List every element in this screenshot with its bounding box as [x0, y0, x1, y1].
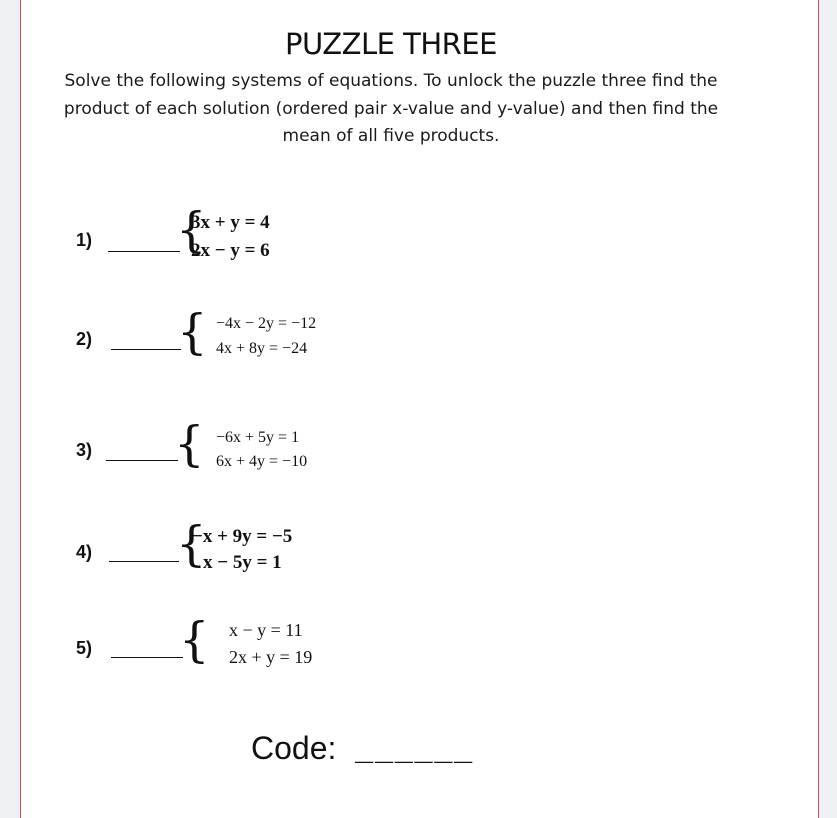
equation-2: 2x − y = 6	[191, 240, 270, 261]
equation-2: 2x + y = 19	[229, 647, 313, 667]
brace-symbol: {	[176, 516, 207, 572]
equation-1: 3x + y = 4	[191, 212, 270, 233]
equation-2: x − 5y = 1	[203, 552, 282, 573]
answer-blank-line	[109, 561, 179, 562]
brace-symbol: {	[174, 416, 205, 472]
code-label: Code:	[251, 730, 337, 766]
answer-blank-line	[111, 349, 181, 350]
page-title: PUZZLE THREE	[285, 27, 497, 61]
problem-number: 4)	[76, 542, 93, 562]
equation-1: −4x − 2y = −12	[216, 315, 317, 332]
brace-symbol: {	[176, 202, 207, 258]
instructions-text: Solve the following systems of equations. To unlock the puzzle three find the product of each solution (ordered pair x-value and y-value) and then find the mean of all five products.	[63, 71, 719, 146]
problem-number: 3)	[76, 440, 93, 460]
answer-blank-line	[111, 657, 183, 658]
problem-number: 2)	[76, 329, 93, 349]
equation-2: 4x + 8y = −24	[216, 340, 308, 357]
equation-2: 6x + 4y = −10	[216, 453, 308, 470]
code-blank: ______	[355, 730, 475, 766]
problem-number: 5)	[76, 638, 93, 658]
answer-blank-line	[108, 251, 180, 252]
equation-1: x − y = 11	[229, 620, 303, 640]
code-entry	[251, 730, 474, 767]
equation-1: −6x + 5y = 1	[216, 429, 300, 446]
answer-blank-line	[106, 460, 178, 461]
worksheet-page	[20, 0, 819, 818]
equation-1: −x + 9y = −5	[192, 526, 293, 547]
problem-number: 1)	[76, 230, 93, 250]
brace-symbol: {	[177, 304, 208, 360]
brace-symbol: {	[179, 612, 210, 668]
